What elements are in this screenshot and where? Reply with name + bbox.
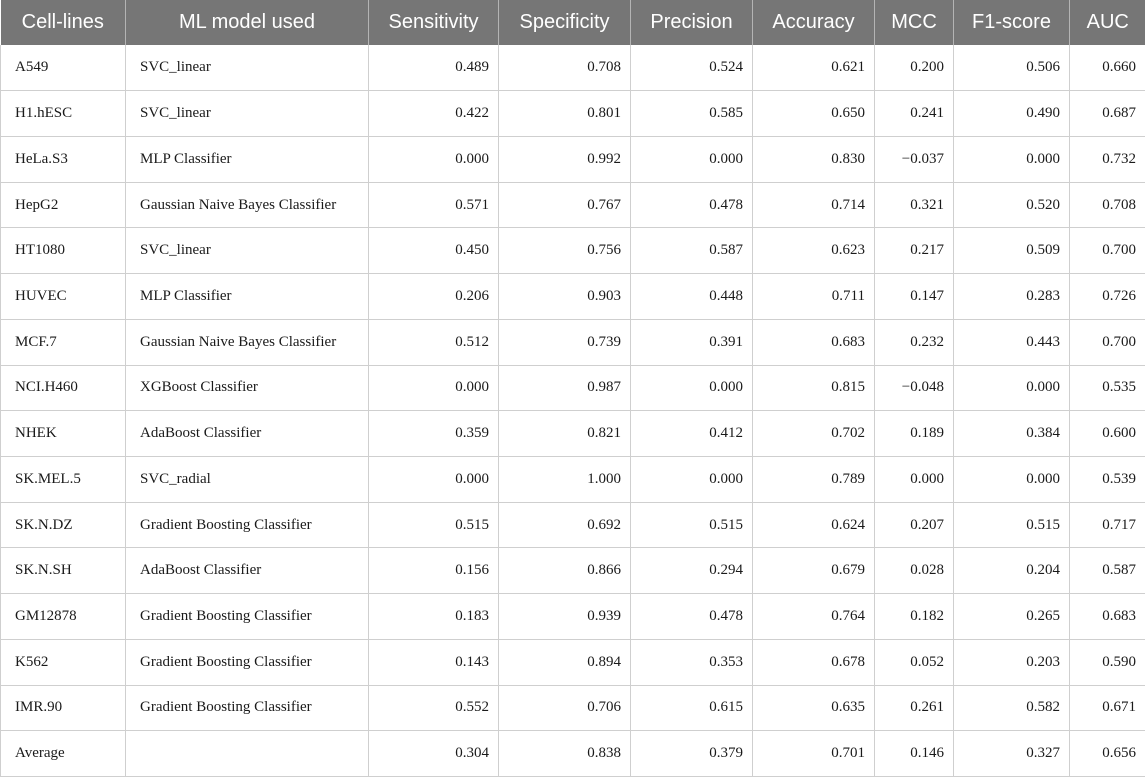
cell-specificity: 0.992 [499,136,631,182]
table-row [1,639,1145,685]
table-row [1,548,1145,594]
table-row [1,182,1145,228]
cell-f1-score: 0.509 [954,228,1070,274]
cell-f1-score: 0.520 [954,182,1070,228]
cell-sensitivity: 0.206 [369,274,499,320]
cell-f1-score: 0.582 [954,685,1070,731]
cell-auc: 0.726 [1070,274,1145,320]
cell-sensitivity: 0.000 [369,136,499,182]
cell-f1-score: 0.515 [954,502,1070,548]
cell-specificity: 0.939 [499,594,631,640]
cell-specificity: 0.821 [499,411,631,457]
cell-cell-lines: SK.MEL.5 [1,456,126,502]
cell-accuracy: 0.711 [753,274,875,320]
cell-auc: 0.656 [1070,731,1145,777]
cell-sensitivity: 0.304 [369,731,499,777]
cell-mcc: 0.217 [875,228,954,274]
cell-mcc: 0.321 [875,182,954,228]
cell-ml-model: Gradient Boosting Classifier [126,594,369,640]
cell-precision: 0.000 [631,136,753,182]
cell-precision: 0.524 [631,45,753,91]
cell-accuracy: 0.789 [753,456,875,502]
cell-precision: 0.615 [631,685,753,731]
cell-f1-score: 0.204 [954,548,1070,594]
cell-accuracy: 0.830 [753,136,875,182]
cell-auc: 0.717 [1070,502,1145,548]
table-row [1,319,1145,365]
cell-specificity: 0.866 [499,548,631,594]
cell-cell-lines: SK.N.SH [1,548,126,594]
cell-cell-lines: GM12878 [1,594,126,640]
cell-mcc: −0.037 [875,136,954,182]
cell-accuracy: 0.623 [753,228,875,274]
cell-f1-score: 0.283 [954,274,1070,320]
cell-accuracy: 0.701 [753,731,875,777]
column-header-cell-lines: Cell-lines [1,0,126,45]
cell-precision: 0.294 [631,548,753,594]
table-row [1,502,1145,548]
cell-auc: 0.671 [1070,685,1145,731]
header-row [1,0,1145,45]
cell-specificity: 0.903 [499,274,631,320]
table-row [1,365,1145,411]
cell-precision: 0.587 [631,228,753,274]
cell-cell-lines: HUVEC [1,274,126,320]
cell-precision: 0.000 [631,365,753,411]
cell-ml-model: SVC_linear [126,228,369,274]
cell-sensitivity: 0.450 [369,228,499,274]
cell-sensitivity: 0.489 [369,45,499,91]
cell-cell-lines: NCI.H460 [1,365,126,411]
cell-accuracy: 0.678 [753,639,875,685]
cell-f1-score: 0.384 [954,411,1070,457]
cell-mcc: 0.146 [875,731,954,777]
cell-auc: 0.700 [1070,228,1145,274]
cell-f1-score: 0.203 [954,639,1070,685]
cell-f1-score: 0.000 [954,365,1070,411]
cell-ml-model: SVC_radial [126,456,369,502]
cell-auc: 0.539 [1070,456,1145,502]
cell-accuracy: 0.702 [753,411,875,457]
column-header-specificity: Specificity [499,0,631,45]
cell-specificity: 0.692 [499,502,631,548]
cell-specificity: 0.838 [499,731,631,777]
cell-mcc: 0.182 [875,594,954,640]
cell-specificity: 0.756 [499,228,631,274]
cell-f1-score: 0.265 [954,594,1070,640]
cell-f1-score: 0.506 [954,45,1070,91]
table-row [1,228,1145,274]
table-row [1,456,1145,502]
cell-sensitivity: 0.515 [369,502,499,548]
cell-f1-score: 0.000 [954,456,1070,502]
cell-accuracy: 0.679 [753,548,875,594]
column-header-accuracy: Accuracy [753,0,875,45]
cell-sensitivity: 0.359 [369,411,499,457]
cell-ml-model: AdaBoost Classifier [126,548,369,594]
table-row [1,91,1145,137]
cell-sensitivity: 0.156 [369,548,499,594]
cell-sensitivity: 0.422 [369,91,499,137]
cell-accuracy: 0.624 [753,502,875,548]
cell-ml-model: AdaBoost Classifier [126,411,369,457]
cell-ml-model: Gradient Boosting Classifier [126,639,369,685]
column-header-mcc: MCC [875,0,954,45]
cell-accuracy: 0.764 [753,594,875,640]
cell-sensitivity: 0.552 [369,685,499,731]
cell-specificity: 0.801 [499,91,631,137]
cell-auc: 0.708 [1070,182,1145,228]
cell-mcc: 0.261 [875,685,954,731]
table-row [1,731,1145,777]
table-header [1,0,1145,45]
column-header-ml-model: ML model used [126,0,369,45]
cell-cell-lines: SK.N.DZ [1,502,126,548]
cell-mcc: 0.241 [875,91,954,137]
column-header-precision: Precision [631,0,753,45]
cell-sensitivity: 0.571 [369,182,499,228]
cell-auc: 0.683 [1070,594,1145,640]
cell-specificity: 0.739 [499,319,631,365]
table-row [1,136,1145,182]
cell-auc: 0.587 [1070,548,1145,594]
cell-specificity: 1.000 [499,456,631,502]
cell-accuracy: 0.650 [753,91,875,137]
cell-specificity: 0.708 [499,45,631,91]
cell-cell-lines: H1.hESC [1,91,126,137]
cell-sensitivity: 0.183 [369,594,499,640]
cell-auc: 0.535 [1070,365,1145,411]
cell-precision: 0.412 [631,411,753,457]
cell-specificity: 0.987 [499,365,631,411]
cell-ml-model [126,731,369,777]
cell-mcc: 0.200 [875,45,954,91]
cell-ml-model: SVC_linear [126,45,369,91]
column-header-auc: AUC [1070,0,1145,45]
cell-accuracy: 0.714 [753,182,875,228]
cell-precision: 0.353 [631,639,753,685]
cell-precision: 0.379 [631,731,753,777]
cell-auc: 0.600 [1070,411,1145,457]
cell-ml-model: Gaussian Naive Bayes Classifier [126,182,369,228]
cell-cell-lines: HeLa.S3 [1,136,126,182]
cell-precision: 0.478 [631,594,753,640]
cell-precision: 0.585 [631,91,753,137]
cell-f1-score: 0.000 [954,136,1070,182]
cell-ml-model: Gaussian Naive Bayes Classifier [126,319,369,365]
cell-specificity: 0.706 [499,685,631,731]
cell-cell-lines: HT1080 [1,228,126,274]
cell-f1-score: 0.327 [954,731,1070,777]
table-row [1,45,1145,91]
table-row [1,274,1145,320]
cell-precision: 0.391 [631,319,753,365]
cell-ml-model: XGBoost Classifier [126,365,369,411]
table-row [1,411,1145,457]
cell-precision: 0.515 [631,502,753,548]
cell-cell-lines: A549 [1,45,126,91]
cell-ml-model: Gradient Boosting Classifier [126,502,369,548]
column-header-f1-score: F1-score [954,0,1070,45]
cell-precision: 0.478 [631,182,753,228]
cell-cell-lines: MCF.7 [1,319,126,365]
column-header-sensitivity: Sensitivity [369,0,499,45]
table-body [1,45,1145,777]
table-row [1,685,1145,731]
cell-ml-model: Gradient Boosting Classifier [126,685,369,731]
cell-accuracy: 0.635 [753,685,875,731]
cell-cell-lines: HepG2 [1,182,126,228]
cell-mcc: −0.048 [875,365,954,411]
cell-auc: 0.700 [1070,319,1145,365]
cell-specificity: 0.767 [499,182,631,228]
cell-mcc: 0.207 [875,502,954,548]
cell-auc: 0.732 [1070,136,1145,182]
cell-accuracy: 0.683 [753,319,875,365]
cell-mcc: 0.232 [875,319,954,365]
cell-mcc: 0.028 [875,548,954,594]
cell-auc: 0.590 [1070,639,1145,685]
cell-f1-score: 0.443 [954,319,1070,365]
cell-accuracy: 0.815 [753,365,875,411]
cell-precision: 0.448 [631,274,753,320]
table-row [1,594,1145,640]
cell-cell-lines: K562 [1,639,126,685]
cell-cell-lines: Average [1,731,126,777]
cell-specificity: 0.894 [499,639,631,685]
cell-ml-model: SVC_linear [126,91,369,137]
cell-mcc: 0.052 [875,639,954,685]
cell-precision: 0.000 [631,456,753,502]
cell-auc: 0.660 [1070,45,1145,91]
cell-ml-model: MLP Classifier [126,274,369,320]
cell-cell-lines: IMR.90 [1,685,126,731]
cell-f1-score: 0.490 [954,91,1070,137]
cell-sensitivity: 0.000 [369,456,499,502]
cell-ml-model: MLP Classifier [126,136,369,182]
cell-accuracy: 0.621 [753,45,875,91]
cell-sensitivity: 0.143 [369,639,499,685]
cell-auc: 0.687 [1070,91,1145,137]
cell-mcc: 0.000 [875,456,954,502]
cell-mcc: 0.147 [875,274,954,320]
cell-cell-lines: NHEK [1,411,126,457]
cell-mcc: 0.189 [875,411,954,457]
cell-sensitivity: 0.512 [369,319,499,365]
cell-sensitivity: 0.000 [369,365,499,411]
